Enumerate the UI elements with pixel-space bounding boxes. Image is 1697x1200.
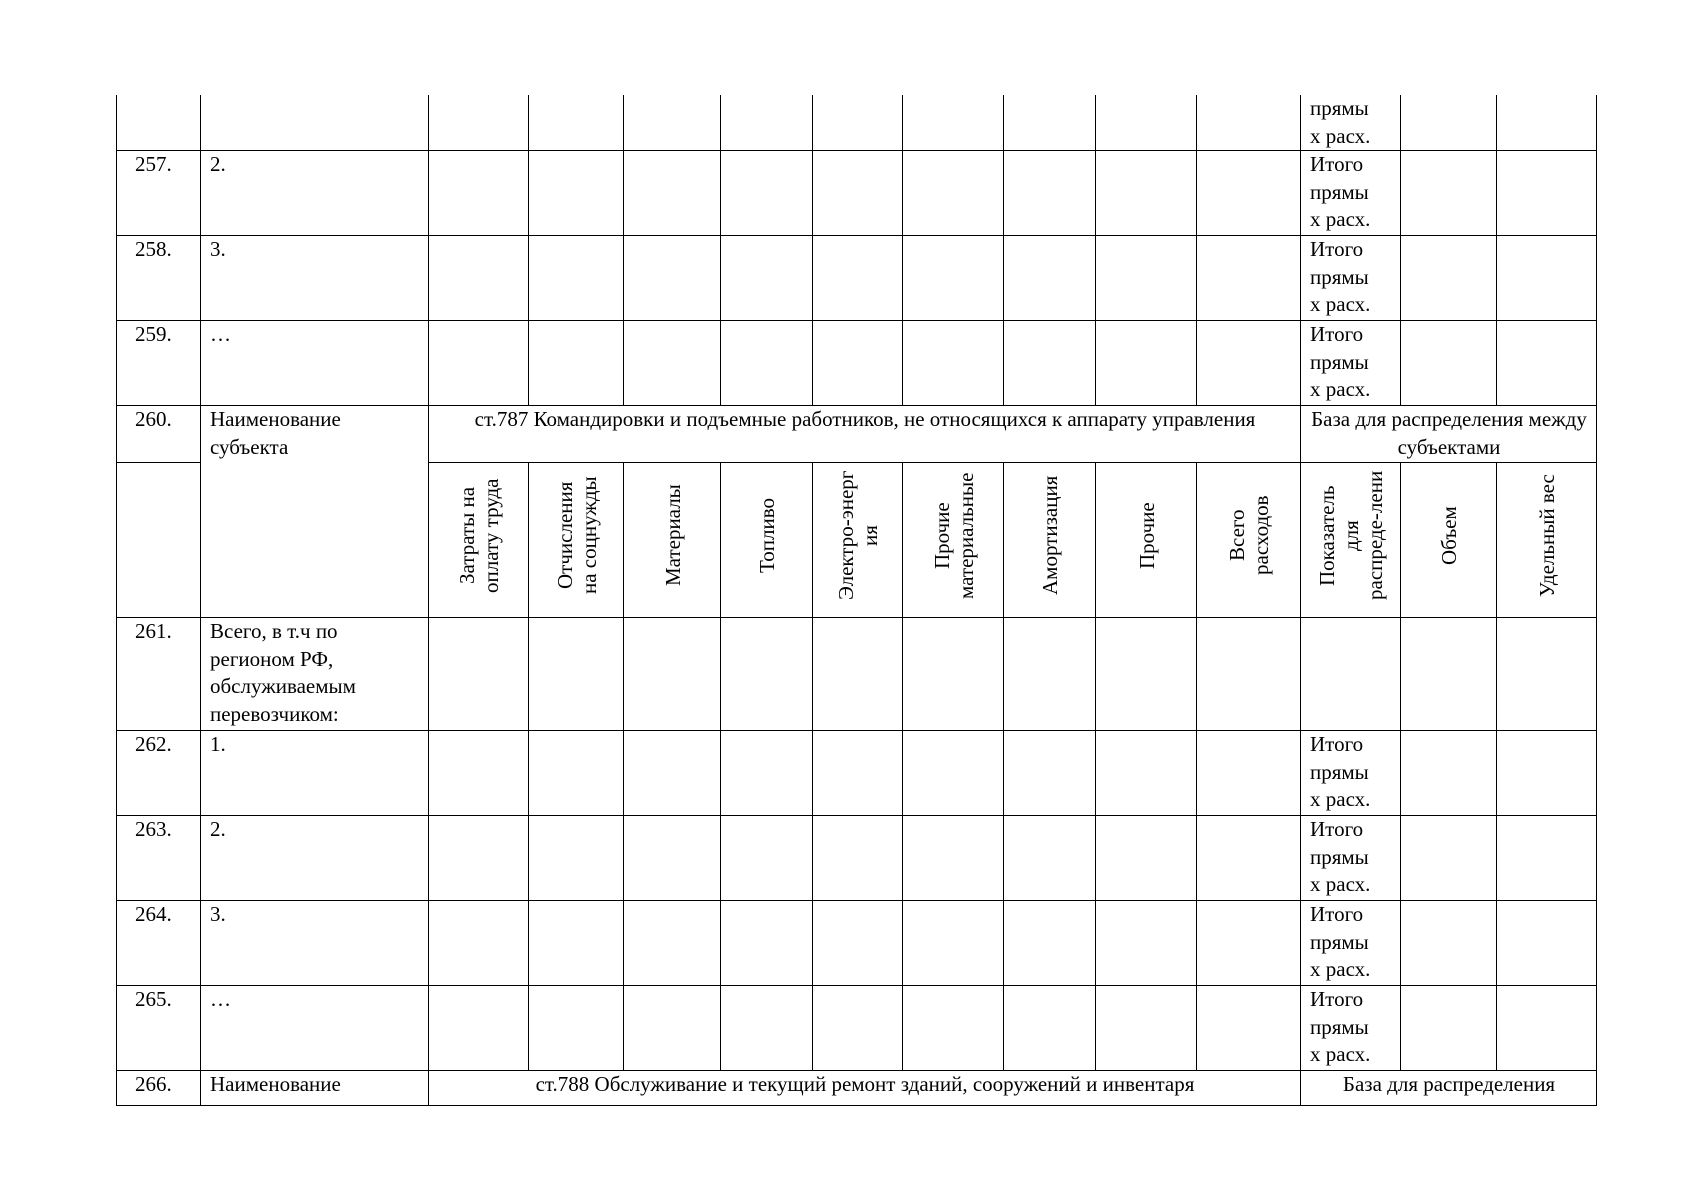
cost-cell bbox=[1096, 95, 1197, 151]
column-header-text: Отчисления на соцнужды bbox=[552, 476, 601, 595]
row-number bbox=[117, 236, 201, 321]
table-row bbox=[117, 95, 1597, 151]
cost-cell bbox=[903, 151, 1004, 236]
column-header bbox=[624, 463, 721, 618]
cost-cell bbox=[903, 618, 1004, 731]
base-title bbox=[1301, 1071, 1597, 1106]
cost-cell bbox=[903, 816, 1004, 901]
cost-cell bbox=[529, 151, 624, 236]
cost-cell bbox=[1197, 986, 1301, 1071]
cost-cell bbox=[529, 618, 624, 731]
cost-cell bbox=[1197, 816, 1301, 901]
base-indicator-text: Итого прямы х расх. bbox=[1310, 732, 1371, 811]
subject-name bbox=[201, 151, 429, 236]
base-column-header bbox=[1401, 463, 1497, 618]
base-column-header-text: Показатель для распреде-лени bbox=[1315, 470, 1387, 601]
cost-cell bbox=[624, 151, 721, 236]
row-number-text: 259. bbox=[135, 322, 172, 346]
section-title-text: ст.787 Командировки и подъемные работников, не относящихся к аппарату управления bbox=[474, 407, 1256, 431]
cost-cell bbox=[1197, 151, 1301, 236]
column-header bbox=[1197, 463, 1301, 618]
table-row bbox=[117, 236, 1597, 321]
cost-cell bbox=[429, 95, 529, 151]
cost-cell bbox=[721, 901, 813, 986]
row-number-text: 261. bbox=[135, 619, 172, 643]
base-indicator bbox=[1301, 816, 1401, 901]
cost-cell bbox=[624, 816, 721, 901]
cost-cell bbox=[429, 901, 529, 986]
weight-cell bbox=[1497, 321, 1597, 406]
cost-cell bbox=[429, 731, 529, 816]
cost-cell bbox=[624, 986, 721, 1071]
cost-cell bbox=[429, 321, 529, 406]
base-indicator bbox=[1301, 986, 1401, 1071]
subject-name-text: 1. bbox=[210, 732, 226, 756]
row-number-text: 260. bbox=[135, 407, 172, 431]
base-indicator bbox=[1301, 901, 1401, 986]
cost-cell bbox=[721, 731, 813, 816]
base-title-text: База для распределения bbox=[1342, 1072, 1556, 1096]
row-number-text: 262. bbox=[135, 732, 172, 756]
cost-cell bbox=[813, 618, 903, 731]
cost-cell bbox=[1004, 321, 1096, 406]
cost-cell bbox=[529, 731, 624, 816]
section-title-text: ст.788 Обслуживание и текущий ремонт зданий, сооружений и инвентаря bbox=[535, 1072, 1195, 1096]
subject-name bbox=[201, 816, 429, 901]
base-indicator bbox=[1301, 321, 1401, 406]
cost-cell bbox=[624, 95, 721, 151]
cost-cell bbox=[813, 731, 903, 816]
section-header-787 bbox=[117, 406, 1597, 463]
weight-cell bbox=[1497, 731, 1597, 816]
cost-cell bbox=[429, 816, 529, 901]
base-column-header bbox=[1301, 463, 1401, 618]
table-row bbox=[117, 816, 1597, 901]
subject-name bbox=[201, 986, 429, 1071]
cost-cell bbox=[624, 731, 721, 816]
cost-cell bbox=[903, 236, 1004, 321]
column-header-text: Амортизация bbox=[1038, 475, 1062, 596]
cost-cell bbox=[721, 816, 813, 901]
column-header-text: Всего расходов bbox=[1225, 495, 1273, 576]
cost-cell bbox=[1096, 618, 1197, 731]
base-title-text: База для распределения между субъектами bbox=[1311, 407, 1587, 459]
weight-cell bbox=[1497, 816, 1597, 901]
base-indicator-text: Итого прямы х расх. bbox=[1310, 237, 1371, 316]
row-number bbox=[117, 731, 201, 816]
row-number bbox=[117, 406, 201, 463]
base-title bbox=[1301, 406, 1597, 463]
subject-name bbox=[201, 236, 429, 321]
table-row bbox=[117, 731, 1597, 816]
column-header bbox=[903, 463, 1004, 618]
cost-cell bbox=[813, 901, 903, 986]
subject-label-text: Наименование bbox=[210, 1072, 341, 1096]
cost-cell bbox=[1197, 731, 1301, 816]
cost-cell bbox=[429, 236, 529, 321]
cost-cell bbox=[1197, 321, 1301, 406]
weight-cell bbox=[1497, 901, 1597, 986]
cost-cell bbox=[1096, 731, 1197, 816]
subject-label bbox=[201, 1071, 429, 1106]
cost-cell bbox=[903, 95, 1004, 151]
cost-cell bbox=[721, 236, 813, 321]
column-header-text: Электро-энерг ия bbox=[834, 470, 882, 601]
column-header bbox=[1096, 463, 1197, 618]
base-indicator-text: Итого прямы х расх. bbox=[1310, 987, 1371, 1066]
cost-cell bbox=[1096, 986, 1197, 1071]
column-header-text: Прочие bbox=[1134, 502, 1159, 569]
row-number-text: 258. bbox=[135, 237, 172, 261]
cost-cell bbox=[1096, 321, 1197, 406]
cost-cell bbox=[624, 321, 721, 406]
row-number bbox=[117, 151, 201, 236]
cost-cell bbox=[1096, 816, 1197, 901]
cost-cell bbox=[529, 901, 624, 986]
cost-cell bbox=[721, 986, 813, 1071]
cost-cell bbox=[813, 236, 903, 321]
cost-cell bbox=[1096, 901, 1197, 986]
weight-cell bbox=[1497, 618, 1597, 731]
cost-cell bbox=[1004, 731, 1096, 816]
cost-cell bbox=[429, 151, 529, 236]
subject-name bbox=[201, 731, 429, 816]
base-column-header-text: Удельный вес bbox=[1535, 474, 1559, 597]
column-header bbox=[429, 463, 529, 618]
cost-allocation-table bbox=[116, 95, 1597, 1106]
cost-cell bbox=[813, 816, 903, 901]
cost-cell bbox=[903, 901, 1004, 986]
row-number bbox=[117, 321, 201, 406]
cost-cell bbox=[624, 236, 721, 321]
subject-name-text: 3. bbox=[210, 237, 226, 261]
total-row bbox=[117, 618, 1597, 731]
cost-cell bbox=[903, 986, 1004, 1071]
cost-cell bbox=[721, 321, 813, 406]
cost-cell bbox=[903, 321, 1004, 406]
cost-cell bbox=[1004, 151, 1096, 236]
cost-cell bbox=[903, 731, 1004, 816]
row-number-text: 265. bbox=[135, 987, 172, 1011]
cost-cell bbox=[1004, 618, 1096, 731]
cost-cell bbox=[529, 321, 624, 406]
base-indicator-text: Итого прямы х расх. bbox=[1310, 902, 1371, 981]
cost-cell bbox=[624, 901, 721, 986]
column-header bbox=[721, 463, 813, 618]
cost-cell bbox=[624, 618, 721, 731]
cost-cell bbox=[1197, 95, 1301, 151]
row-number-text: 263. bbox=[135, 817, 172, 841]
row-number bbox=[117, 463, 201, 618]
column-header-text: Топливо bbox=[755, 498, 779, 573]
subject-name-text: Всего, в т.ч по регионом РФ, обслуживаемым перевозчиком: bbox=[210, 619, 356, 726]
cost-cell bbox=[813, 151, 903, 236]
column-header bbox=[813, 463, 903, 618]
base-column-header bbox=[1497, 463, 1597, 618]
cost-cell bbox=[429, 986, 529, 1071]
volume-cell bbox=[1401, 731, 1497, 816]
subject-name-text: 2. bbox=[210, 817, 226, 841]
volume-cell bbox=[1401, 321, 1497, 406]
cost-cell bbox=[813, 95, 903, 151]
row-number-text: 257. bbox=[135, 152, 172, 176]
base-indicator-text: Итого прямы х расх. bbox=[1310, 817, 1371, 896]
subject-name-text: … bbox=[210, 987, 231, 1011]
row-number bbox=[117, 95, 201, 151]
column-header-text: Материалы bbox=[660, 484, 685, 587]
row-number-text: 266. bbox=[135, 1072, 172, 1096]
cost-cell bbox=[813, 986, 903, 1071]
cost-cell bbox=[1004, 986, 1096, 1071]
base-indicator-text: прямы х расх. bbox=[1310, 96, 1371, 148]
cost-cell bbox=[1096, 236, 1197, 321]
weight-cell bbox=[1497, 236, 1597, 321]
row-number bbox=[117, 618, 201, 731]
volume-cell bbox=[1401, 236, 1497, 321]
cost-cell bbox=[429, 618, 529, 731]
cost-cell bbox=[529, 236, 624, 321]
base-indicator-text: Итого прямы х расх. bbox=[1310, 152, 1371, 231]
table-row bbox=[117, 151, 1597, 236]
cost-cell bbox=[529, 95, 624, 151]
row-number-text: 264. bbox=[135, 902, 172, 926]
table-row bbox=[117, 901, 1597, 986]
base-indicator bbox=[1301, 236, 1401, 321]
base-indicator bbox=[1301, 618, 1401, 731]
cost-cell bbox=[529, 816, 624, 901]
row-number bbox=[117, 1071, 201, 1106]
base-indicator-text: Итого прямы х расх. bbox=[1310, 322, 1371, 401]
table-row bbox=[117, 321, 1597, 406]
base-indicator bbox=[1301, 151, 1401, 236]
row-number bbox=[117, 901, 201, 986]
volume-cell bbox=[1401, 901, 1497, 986]
base-indicator bbox=[1301, 731, 1401, 816]
section-title bbox=[429, 406, 1301, 463]
subject-label bbox=[201, 406, 429, 618]
subject-name bbox=[201, 901, 429, 986]
volume-cell bbox=[1401, 618, 1497, 731]
cost-cell bbox=[1197, 236, 1301, 321]
section-header-788 bbox=[117, 1071, 1597, 1106]
subject-name bbox=[201, 618, 429, 731]
cost-cell bbox=[1004, 236, 1096, 321]
cost-cell bbox=[1197, 901, 1301, 986]
cost-cell bbox=[813, 321, 903, 406]
volume-cell bbox=[1401, 151, 1497, 236]
table-row bbox=[117, 986, 1597, 1071]
volume-cell bbox=[1401, 816, 1497, 901]
subject-name-text: 2. bbox=[210, 152, 226, 176]
cost-cell bbox=[529, 986, 624, 1071]
cost-cell bbox=[1004, 95, 1096, 151]
cost-cell bbox=[1004, 901, 1096, 986]
column-header-text: Прочие материальные bbox=[929, 472, 978, 599]
subject-name bbox=[201, 321, 429, 406]
cost-cell bbox=[1004, 816, 1096, 901]
weight-cell bbox=[1497, 986, 1597, 1071]
base-indicator bbox=[1301, 95, 1401, 151]
row-number bbox=[117, 986, 201, 1071]
cost-cell bbox=[1197, 618, 1301, 731]
cost-cell bbox=[721, 151, 813, 236]
row-number bbox=[117, 816, 201, 901]
subject-name-text: … bbox=[210, 322, 231, 346]
subject-label-text: Наименование субъекта bbox=[210, 407, 341, 459]
subject-name bbox=[201, 95, 429, 151]
weight-cell bbox=[1497, 151, 1597, 236]
column-header bbox=[1004, 463, 1096, 618]
column-header bbox=[529, 463, 624, 618]
volume-cell bbox=[1401, 986, 1497, 1071]
base-column-header-text: Объем bbox=[1437, 506, 1461, 565]
subject-name-text: 3. bbox=[210, 902, 226, 926]
weight-cell bbox=[1497, 95, 1597, 151]
cost-cell bbox=[721, 95, 813, 151]
cost-cell bbox=[721, 618, 813, 731]
volume-cell bbox=[1401, 95, 1497, 151]
section-title bbox=[429, 1071, 1301, 1106]
cost-cell bbox=[1096, 151, 1197, 236]
column-header-text: Затраты на оплату труда bbox=[455, 478, 503, 593]
